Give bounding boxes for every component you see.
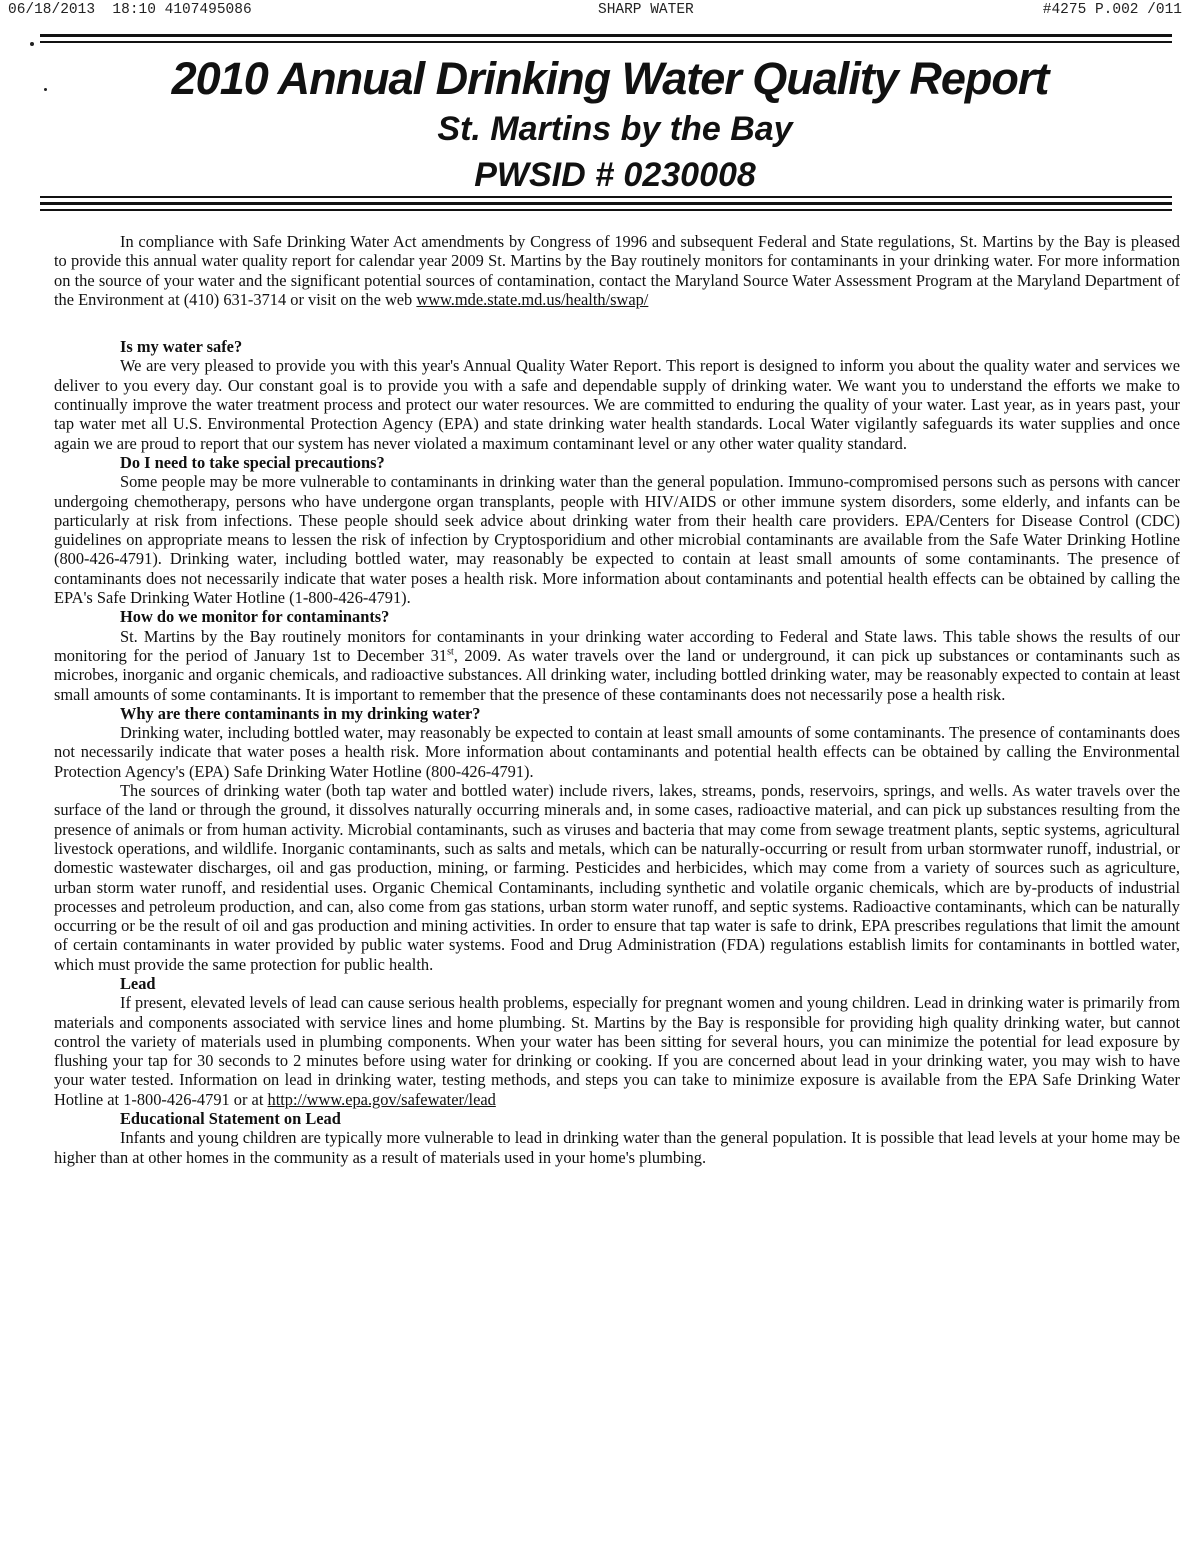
intro-text: In compliance with Safe Drinking Water Act amendments by Congress of 1996 and subsequent Federal and State regulations, St. Martins by the Bay is pleased to provide this annual water quality report for calendar year 2009 St. Martins by the Bay routinely monitors for contaminants in your drinking water. For more information on the source of your water and the significant potential sources of contamination, contact the Maryland Source Water Assessment Program at the Maryland Department of the Environment at (410) 631-3714 or visit on the web	[54, 232, 1180, 309]
heading-why-contaminants: Why are there contaminants in my drinking water?	[120, 703, 481, 723]
report-title: 2010 Annual Drinking Water Quality Report	[171, 53, 1049, 104]
paragraph-why-contaminants-2: The sources of drinking water (both tap water and bottled water) include rivers, lakes, streams, ponds, reservoirs, springs, and wells. As water travels over the surface of the land or through the ground, it dissolves naturally occurring minerals and, in some cases, radioactive material, and can pick up substances resulting from the presence of animals or from human activity. Microbial contaminants, such as viruses and bacteria that may come from sewage treatment plants, septic systems, agricultural livestock operations, and wildlife. Inorganic contaminants, such as salts and metals, which can be naturally-occurring or result from urban stormwater runoff, industrial, or domestic wastewater discharges, oil and gas production, mining, or farming. Pesticides and herbicides, which may come from a variety of sources such as agriculture, urban storm water runoff, and residential uses. Organic Chemical Contaminants, including synthetic and volatile organic chemicals, which are by-products of industrial processes and petroleum production, and can, also come from gas stations, urban storm water runoff, and septic systems. Radioactive contaminants, which can be naturally occurring or be the result of oil and gas production and mining activities. In order to ensure that tap water is safe to drink, EPA prescribes regulations that limit the amount of certain contaminants in water provided by public water systems. Food and Drug Administration (FDA) regulations establish limits for contaminants in bottled water, which must provide the same protection for public health.	[54, 781, 1180, 974]
date-ordinal-suffix: st	[447, 646, 454, 658]
heading-precautions: Do I need to take special precautions?	[120, 452, 385, 472]
heading-water-safe: Is my water safe?	[120, 337, 243, 357]
heading-lead: Lead	[120, 973, 156, 993]
fax-header-sender: SHARP WATER	[598, 2, 694, 18]
epa-lead-link[interactable]: http://www.epa.gov/safewater/lead	[267, 1089, 496, 1109]
fax-header	[8, 2, 1182, 20]
title-block	[0, 52, 1200, 198]
header-rule-bottom	[40, 196, 1172, 215]
lead-text: If present, elevated levels of lead can cause serious health problems, especially for pregnant women and young children. Lead in drinking water is primarily from materials and components associated with service lines and home plumbing. St. Martins by the Bay is responsible for providing high quality drinking water, but cannot control the variety of materials used in plumbing components. When your water has been sitting for several hours, you can minimize the potential for lead exposure by flushing your tap for 30 seconds to 2 minutes before using water for drinking or cooking. If you are concerned about lead in your drinking water, you may wish to have your water tested. Information on lead in drinking water, testing methods, and steps you can take to minimize exposure is available from the EPA Safe Drinking Water Hotline at 1-800-426-4791 or at	[54, 993, 1180, 1109]
monitoring-text-start: St. Martins by the Bay routinely monitors for contaminants in your drinking water according to Federal and State laws. This table shows the results of our monitoring for the period of January 1st to December 31	[54, 626, 1180, 665]
heading-educational-lead: Educational Statement on Lead	[120, 1109, 341, 1129]
report-body	[54, 232, 1180, 1167]
intro-paragraph	[54, 232, 1180, 309]
mde-link[interactable]: www.mde.state.md.us/health/swap/	[416, 289, 649, 309]
paragraph-why-contaminants-1: Drinking water, including bottled water, may reasonably be expected to contain at least small amounts of some contaminants. The presence of contaminants does not necessarily indicate that water poses a health risk. More information about contaminants and potential health effects can be obtained by calling the Environmental Protection Agency's (EPA) Safe Drinking Water Hotline (800-426-4791).	[54, 723, 1180, 781]
system-name: St. Martins by the Bay	[437, 110, 793, 148]
heading-monitoring: How do we monitor for contaminants?	[120, 607, 390, 627]
paragraph-educational-lead: Infants and young children are typically more vulnerable to lead in drinking water than the general population. It is possible that lead levels at your home may be higher than at other homes in the community as a result of materials used in your home's plumbing.	[54, 1128, 1180, 1167]
fax-header-timestamp: 06/18/2013 18:10 4107495086	[8, 2, 252, 18]
monitoring-text-end: , 2009. As water travels over the land or underground, it can pick up substances or contaminants such as microbes, inorganic and organic chemicals, and radioactive substances. All drinking water, including bottled drinking water, may be reasonably expected to contain at least small amounts of some contaminants. It is important to remember that the presence of these contaminants does not necessarily pose a health risk.	[54, 645, 1180, 704]
paragraph-water-safe: We are very pleased to provide you with this year's Annual Quality Water Report. This report is designed to inform you about the quality water and services we deliver to you every day. Our constant goal is to provide you with a safe and dependable supply of drinking water. We want you to understand the efforts we make to continually improve the water treatment process and protect our water resources. We are committed to enduring the quality of your water. Last year, as in years past, your tap water met all U.S. Environmental Protection Agency (EPA) and state drinking water health standards. Local Water vigilantly safeguards its water supplies and once again we are proud to report that our system has never violated a maximum contaminant level or any other water quality standard.	[54, 356, 1180, 453]
header-rule-top	[40, 34, 1172, 47]
paragraph-lead	[54, 993, 1180, 1109]
paragraph-precautions: Some people may be more vulnerable to contaminants in drinking water than the general population. Immuno-compromised persons such as persons with cancer undergoing chemotherapy, persons who have undergone organ transplants, people with HIV/AIDS or other immune system disorders, some elderly, and infants can be particularly at risk from infections. These people should seek advice about drinking water from their health care providers. EPA/Centers for Disease Control (CDC) guidelines on appropriate means to lessen the risk of infection by Cryptosporidium and other microbial contaminants are available from the Safe Water Drinking Hotline (800-426-4791). Drinking water, including bottled water, may reasonably be expected to contain at least small amounts of some contaminants. The presence of contaminants does not necessarily indicate that water poses a health risk. More information about contaminants and potential health effects can be obtained by calling the EPA's Safe Drinking Water Hotline (1-800-426-4791).	[54, 472, 1180, 608]
pwsid-number: PWSID # 0230008	[474, 156, 756, 194]
scan-speck	[30, 42, 34, 46]
paragraph-monitoring	[54, 627, 1180, 704]
fax-header-page-number: #4275 P.002 /011	[1042, 2, 1182, 18]
